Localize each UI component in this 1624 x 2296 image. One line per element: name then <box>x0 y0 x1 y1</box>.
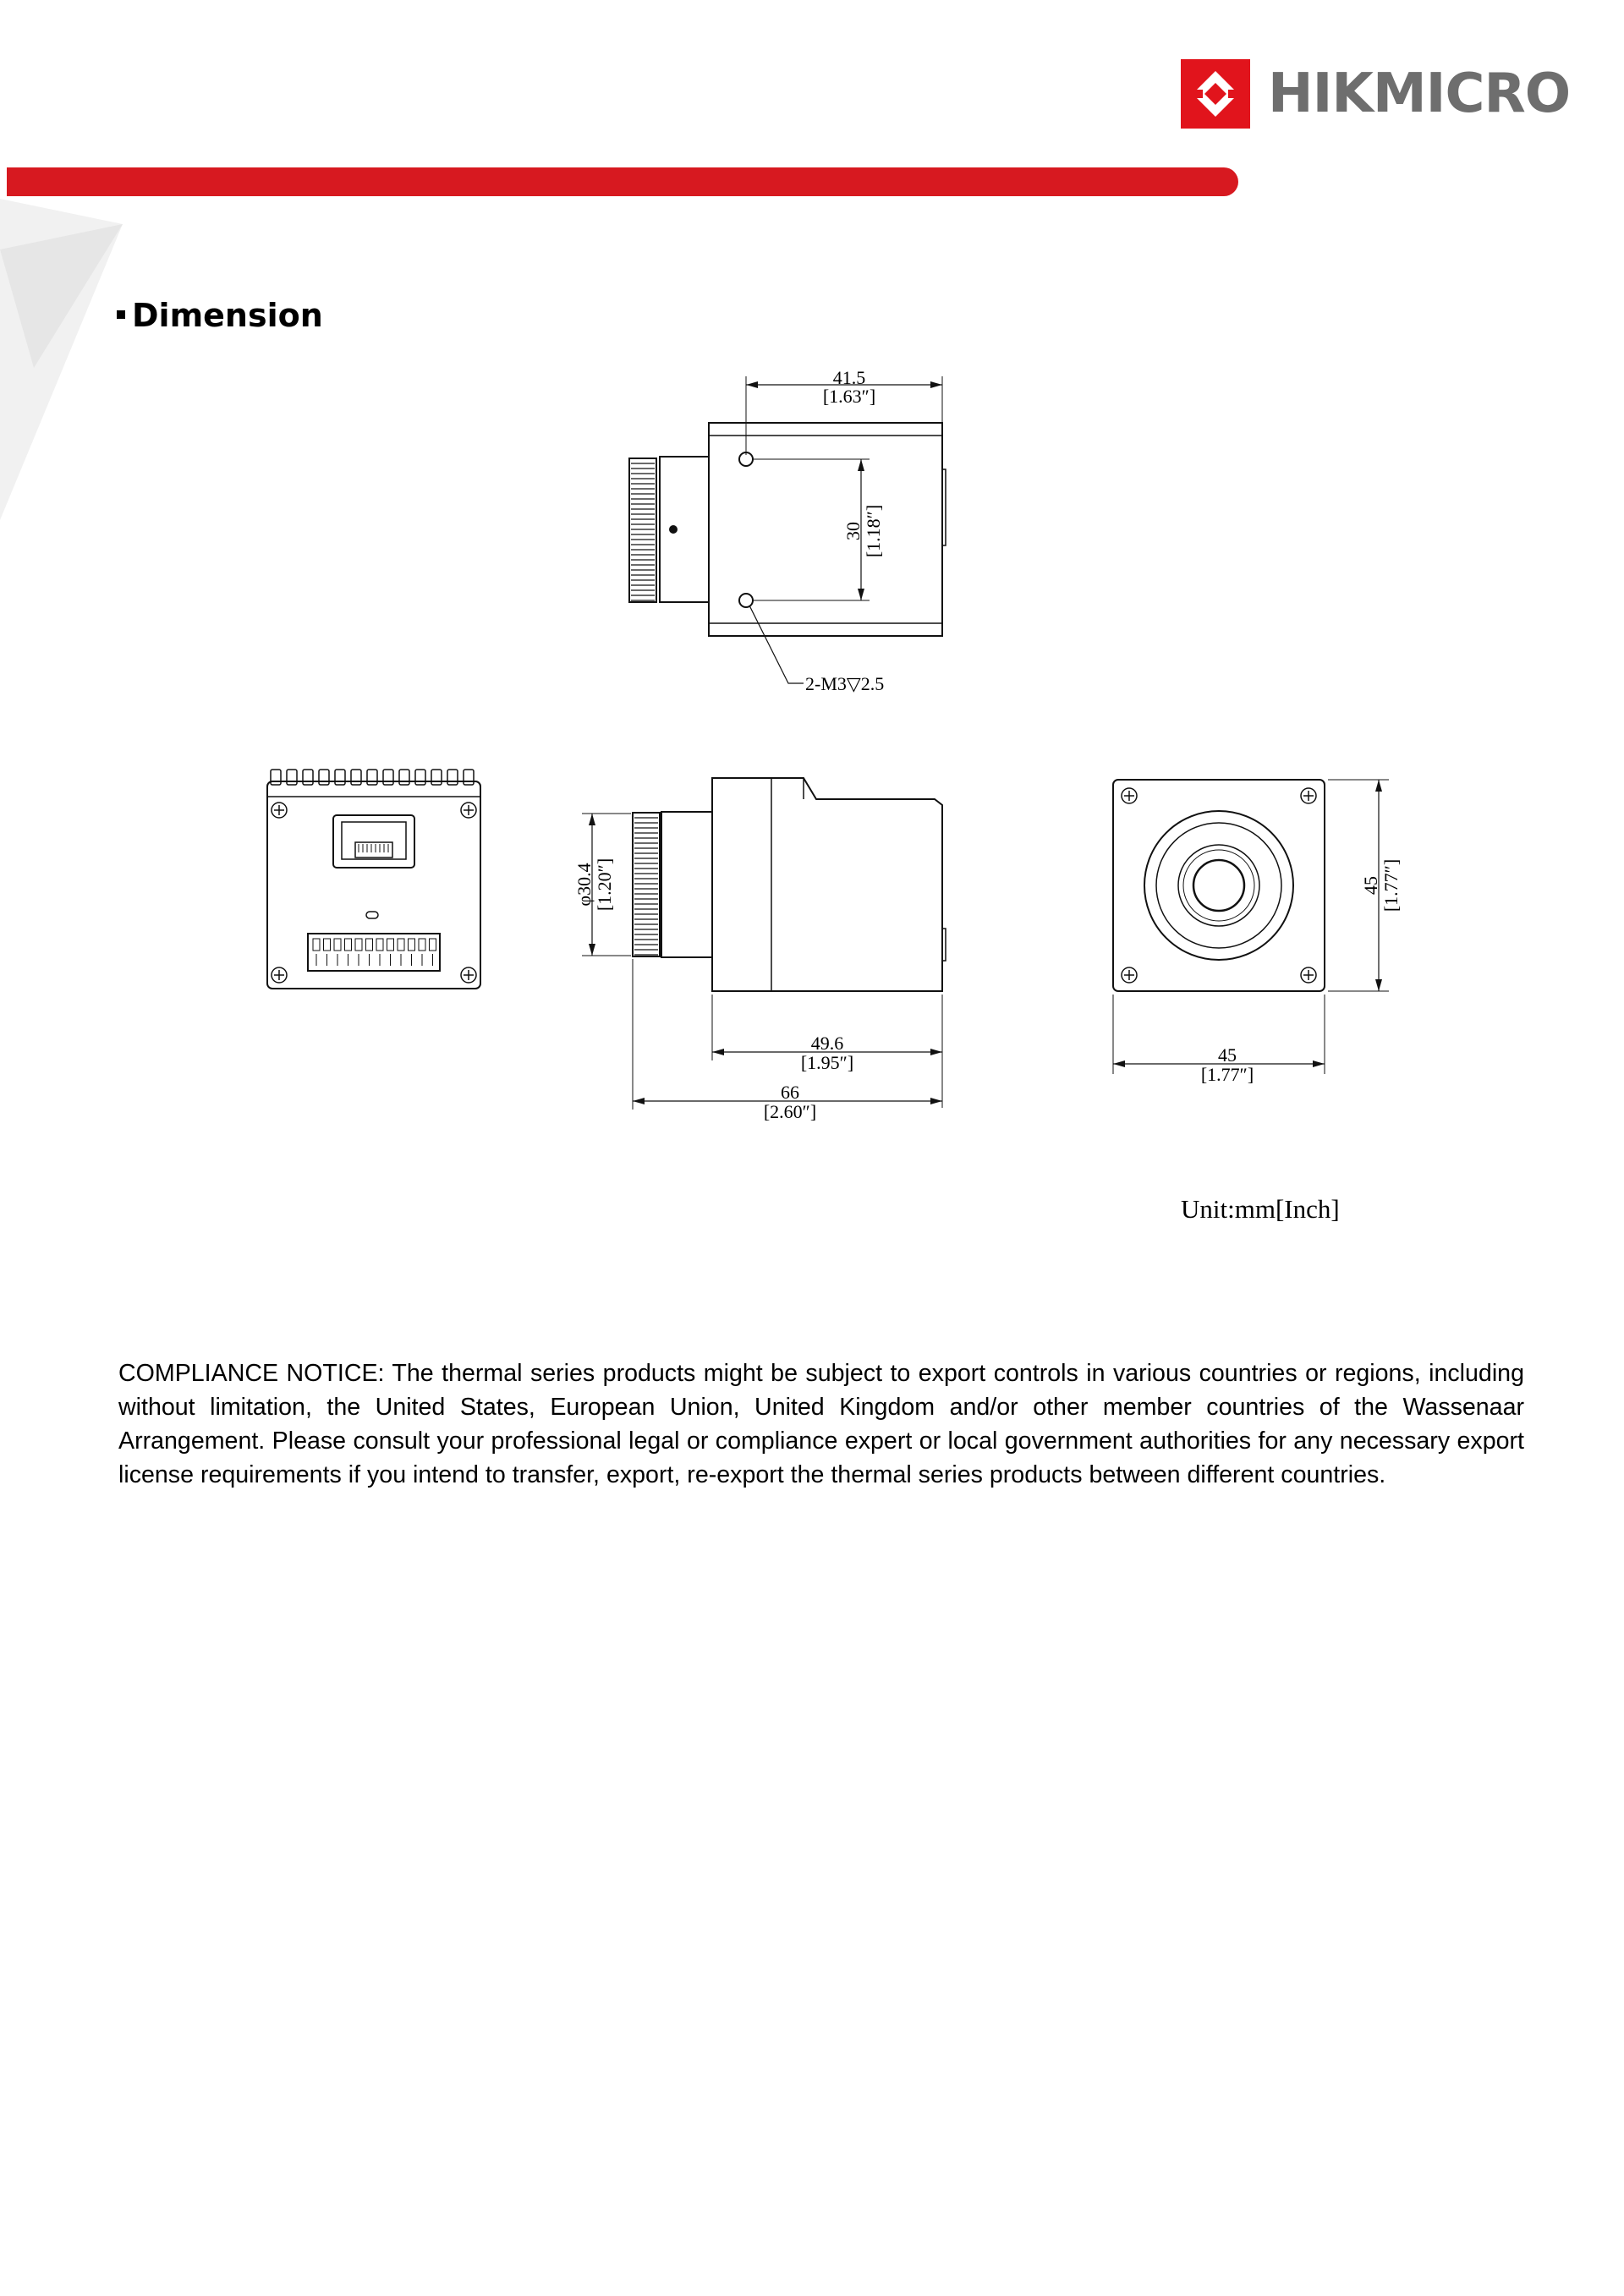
front-width-mm: 45 <box>1218 1044 1237 1066</box>
thread-note: 2-M3▽2.5 <box>805 673 885 694</box>
terminal-block-icon <box>308 934 440 971</box>
front-height-in: [1.77″] <box>1380 858 1402 912</box>
hole-spacing-in: [1.18″] <box>863 504 884 558</box>
top-width-mm: 41.5 <box>832 367 866 388</box>
lens-diameter-mm: φ30.4 <box>573 863 595 907</box>
top-view <box>629 376 946 683</box>
front-height-mm: 45 <box>1360 876 1381 895</box>
back-view-body <box>267 781 480 989</box>
front-view <box>1113 780 1389 1074</box>
total-length-mm: 66 <box>781 1082 799 1103</box>
top-width-in: [1.63″] <box>822 386 876 407</box>
lens-diameter-in: [1.20″] <box>594 858 615 912</box>
mount-hole-bottom <box>739 594 753 607</box>
status-led-icon <box>366 912 378 918</box>
unit-label: Unit:mm[Inch] <box>1181 1194 1340 1224</box>
back-view <box>267 770 480 989</box>
top-view-body <box>709 423 942 636</box>
front-width-in: [1.77″] <box>1200 1064 1254 1085</box>
body-length-in: [1.95″] <box>800 1052 854 1073</box>
total-length-in: [2.60″] <box>763 1101 817 1122</box>
hole-spacing-mm: 30 <box>842 522 864 540</box>
side-view-lens-neck <box>661 812 712 957</box>
side-view <box>582 778 946 1110</box>
side-view-body <box>712 778 942 991</box>
compliance-notice: COMPLIANCE NOTICE: The thermal series products might be subject to export controls in various countries or regions, including without limitation, the United States, European Union, United Kingdom and/or other member countries of the Wassenaar Arrangement. Please consult your professional legal or compliance expert or local government authorities for any necessary export license requirements if you intend to transfer, export, re-export the thermal series products between different countries. <box>118 1360 1524 1488</box>
lens-outer-ring <box>1144 811 1293 960</box>
brand-name: HIKMICRO <box>1268 63 1571 125</box>
top-view-lens-neck <box>660 457 709 602</box>
section-title-text: Dimension <box>132 297 323 334</box>
body-length-mm: 49.6 <box>810 1033 844 1054</box>
lens-aperture-icon <box>1193 860 1244 911</box>
